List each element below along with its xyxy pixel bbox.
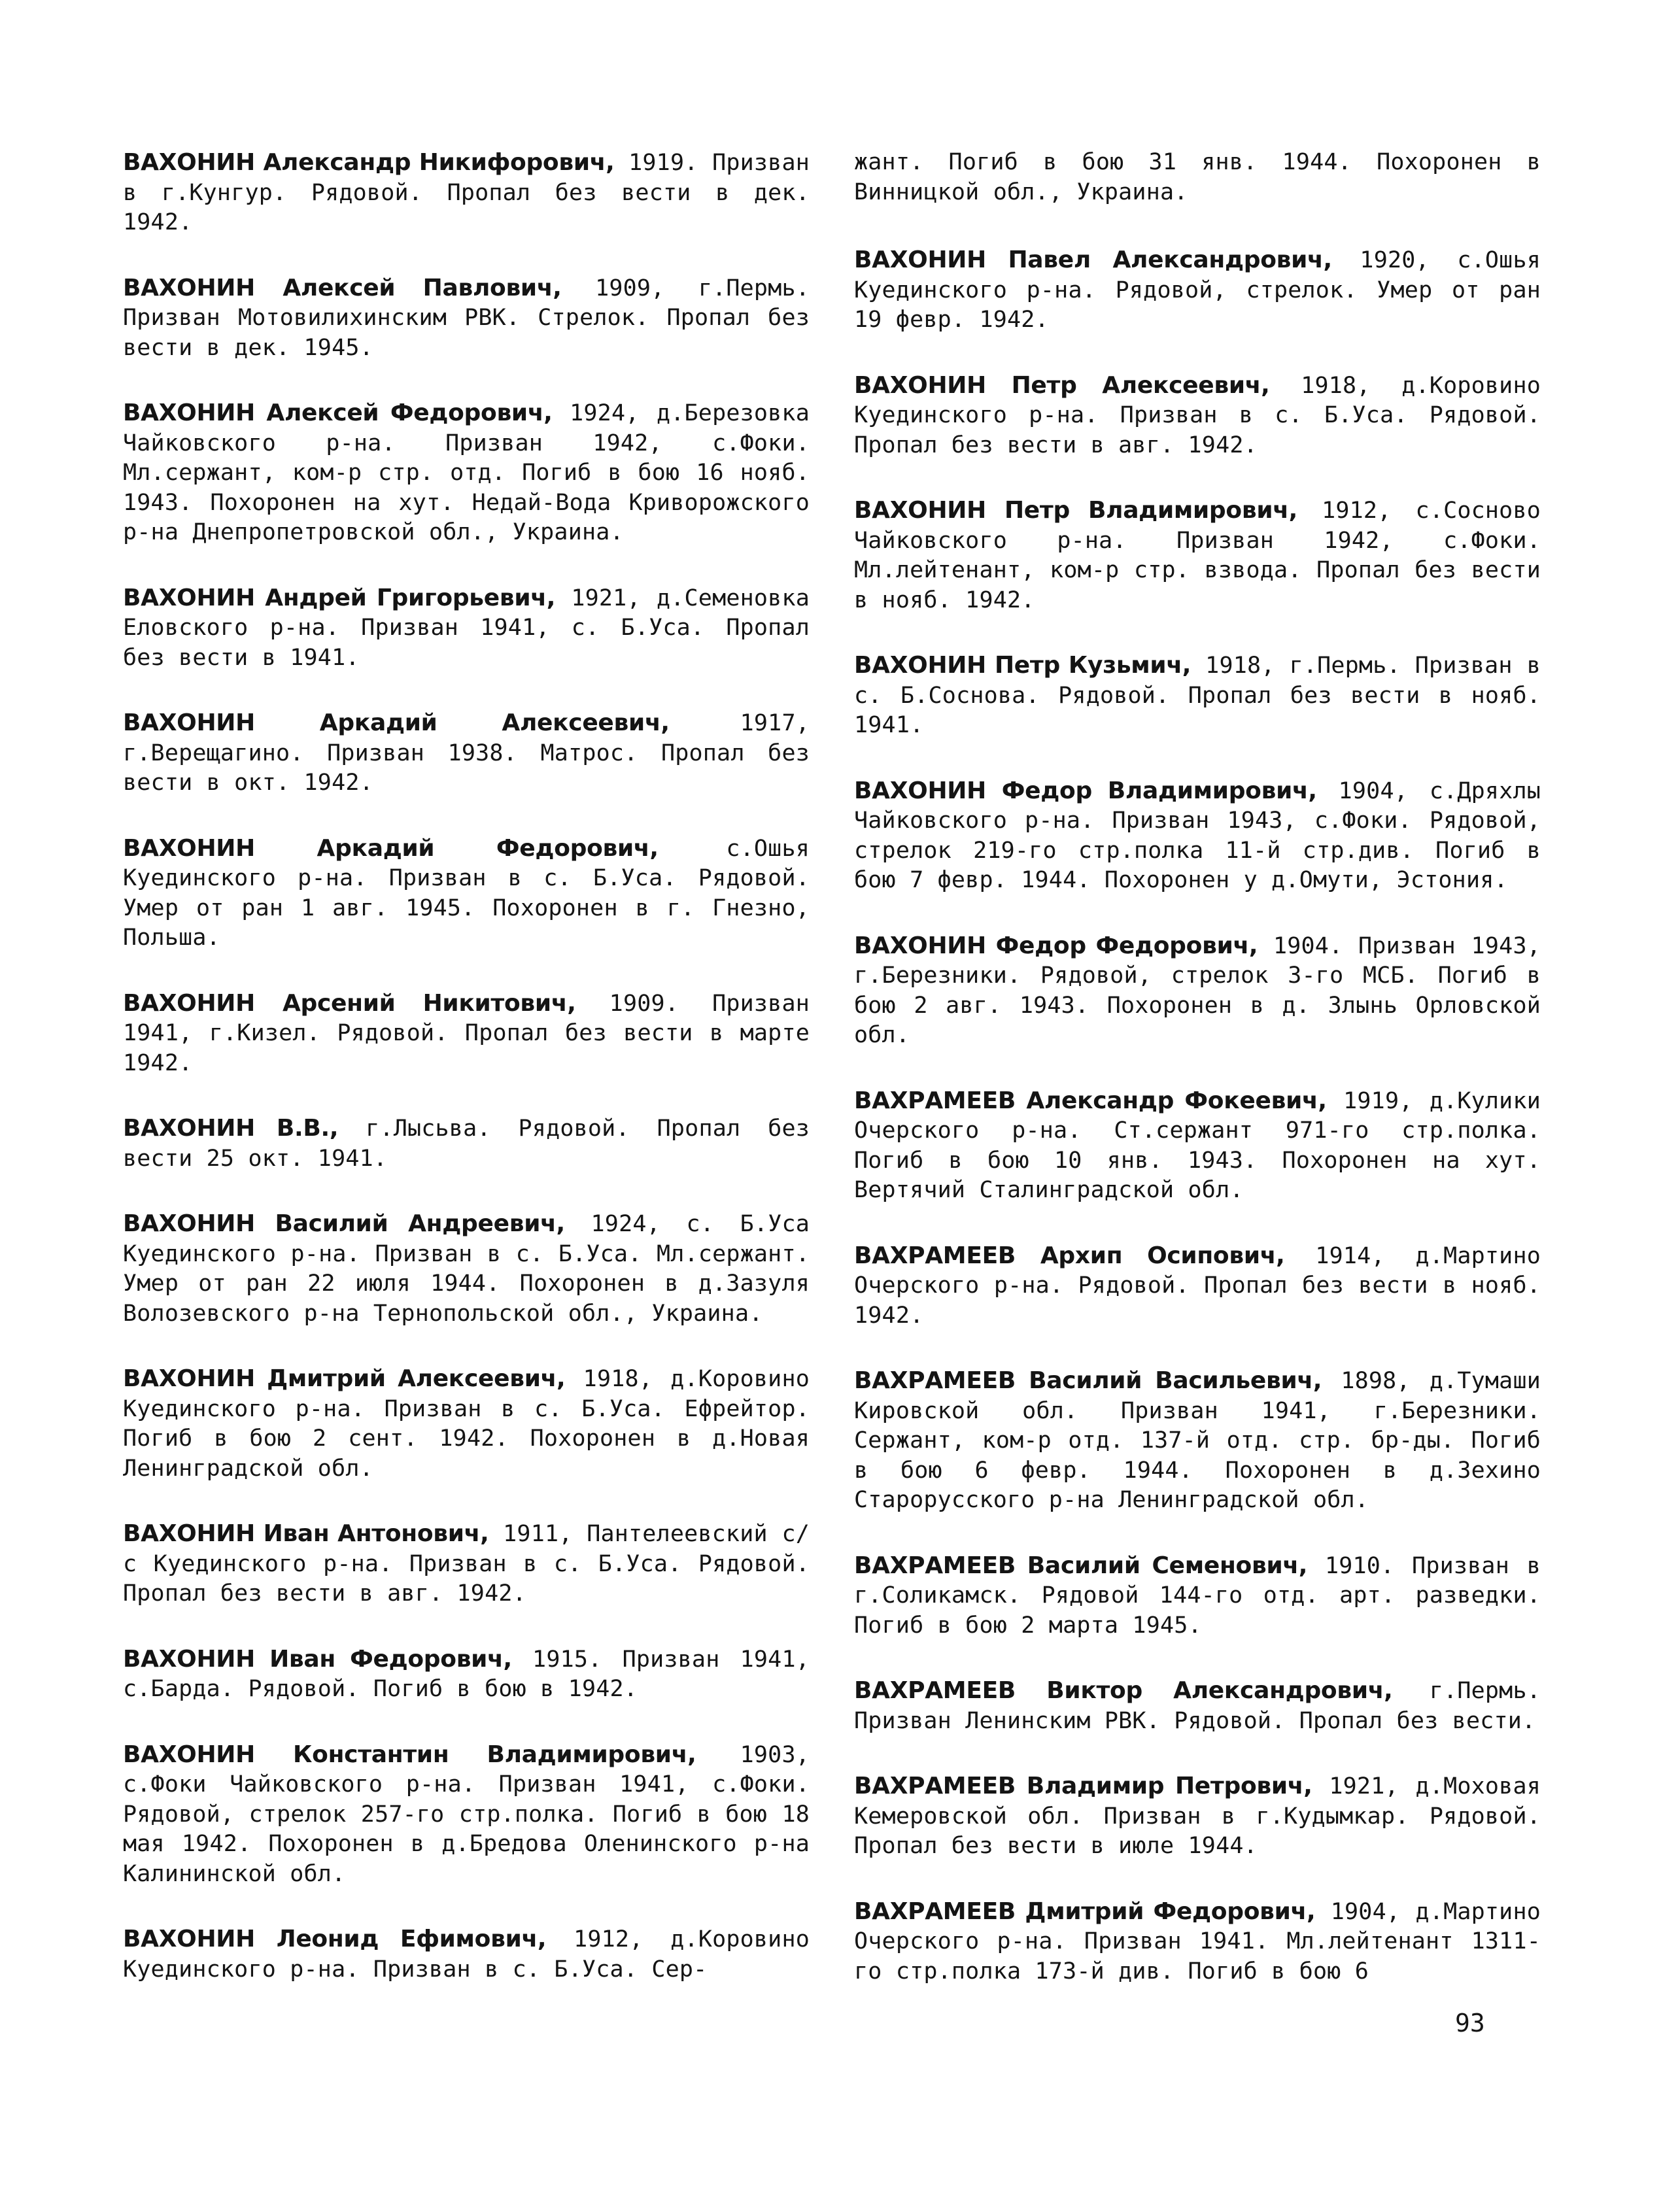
entry-name: ВАХРАМЕЕВ Виктор Александрович, bbox=[854, 1677, 1393, 1704]
memorial-entry bbox=[123, 398, 810, 548]
entry-text: 1921, д.Семеновка Еловского р-на. Призван 1941, с. Б.Уса. Пропал без вести в 1941. bbox=[123, 585, 810, 671]
memorial-entry bbox=[854, 1551, 1541, 1641]
entry-name: ВАХОНИН Александр Никифорович, bbox=[123, 149, 615, 176]
memorial-entry bbox=[854, 148, 1541, 207]
entry-text: 1921, д.Моховая Кемеровской обл. Призван в г.Кудымкар. Рядовой. Пропал без вести в июле 1944. bbox=[854, 1773, 1541, 1859]
memorial-entry bbox=[854, 245, 1541, 335]
page-number: 93 bbox=[1455, 2009, 1485, 2037]
entry-text: 1909, г.Пермь. Призван Мотовилихинским РВК. Стрелок. Пропал без вести в дек. 1945. bbox=[123, 275, 810, 361]
entry-text: 1904, д.Мартино Очерского р-на. Призван 1941. Мл.лейтенант 1311-го стр.полка 173-й див. Погиб в бою 6 bbox=[854, 1898, 1541, 1984]
entry-text: 1919, д.Кулики Очерского р-на. Ст.сержант 971-го стр.полка. Погиб в бою 10 янв. 1943. Похоронен на хут. Вертячий Сталинградской обл. bbox=[854, 1087, 1541, 1203]
entry-text: 1898, д.Тумаши Кировской обл. Призван 1941, г.Березники. Сержант, ком-р отд. 137-й отд. стр. бр-ды. Погиб в бою 6 февр. 1944. Похоронен в д.Зехино Старорусского р-на Ленинградской обл. bbox=[854, 1368, 1541, 1513]
entry-text: 1909. Призван 1941, г.Кизел. Рядовой. Пропал без вести в марте 1942. bbox=[123, 990, 810, 1076]
entry-name: ВАХОНИН Андрей Григорьевич, bbox=[123, 584, 556, 611]
entry-text: 1903, с.Фоки Чайковского р-на. Призван 1941, с.Фоки. Рядовой, стрелок 257-го стр.полка. Погиб в бою 18 мая 1942. Похоронен в д.Бредова Оленинского р-на Калининской обл. bbox=[123, 1741, 810, 1887]
memorial-entry bbox=[854, 931, 1541, 1051]
entry-name: ВАХОНИН Василий Андреевич, bbox=[123, 1210, 565, 1237]
memorial-entry bbox=[123, 1644, 810, 1705]
entry-name: ВАХОНИН Алексей Федорович, bbox=[123, 400, 553, 426]
entry-text: 1924, с. Б.Уса Куединского р-на. Призван в с. Б.Уса. Мл.сержант. Умер от ран 22 июля 1944. Похоронен в д.Зазуля Волозевского р-на Тернопольской обл., Украина. bbox=[123, 1211, 810, 1327]
entry-text: 1904, с.Дряхлы Чайковского р-на. Призван 1943, с.Фоки. Рядовой, стрелок 219-го стр.полка 11-й стр.див. Погиб в бою 7 февр. 1944. Похоронен у д.Омути, Эстония. bbox=[854, 777, 1541, 893]
entry-name: ВАХРАМЕЕВ Александр Фокеевич, bbox=[854, 1087, 1327, 1114]
entry-name: ВАХРАМЕЕВ Архип Осипович, bbox=[854, 1242, 1285, 1269]
memorial-entry bbox=[854, 1771, 1541, 1862]
entry-text: 1918, г.Пермь. Призван в с. Б.Соснова. Рядовой. Пропал без вести в нояб. 1941. bbox=[854, 653, 1541, 738]
memorial-entry bbox=[854, 1897, 1541, 1987]
entry-name: ВАХОНИН Арсений Никитович, bbox=[123, 989, 576, 1017]
entry-name: ВАХОНИН Иван Антонович, bbox=[123, 1520, 489, 1547]
memorial-entry bbox=[123, 1364, 810, 1484]
entry-name: ВАХОНИН Павел Александрович, bbox=[854, 247, 1332, 273]
entry-text: 1920, с.Ошья Куединского р-на. Рядовой, стрелок. Умер от ран 19 февр. 1942. bbox=[854, 247, 1541, 333]
entry-name: ВАХОНИН Аркадий Федорович, bbox=[123, 834, 659, 862]
entry-text: 1917, г.Верещагино. Призван 1938. Матрос. Пропал без вести в окт. 1942. bbox=[123, 710, 810, 796]
memorial-entry bbox=[854, 1366, 1541, 1516]
memorial-entry bbox=[123, 1519, 810, 1609]
memorial-entry bbox=[854, 371, 1541, 461]
entry-text: 1918, д.Коровино Куединского р-на. Призван в с. Б.Уса. Ефрейтор. Погиб в бою 2 сент. 1942. Похоронен в д.Новая Ленинградской обл. bbox=[123, 1366, 810, 1482]
entry-text: 1912, с.Сосново Чайковского р-на. Призван 1942, с.Фоки. Мл.лейтенант, ком-р стр. взвода. Пропал без вести в нояб. 1942. bbox=[854, 498, 1541, 613]
entry-text: 1915. Призван 1941, с.Барда. Рядовой. Погиб в бою в 1942. bbox=[123, 1646, 810, 1702]
entry-text: 1910. Призван в г.Соликамск. Рядовой 144-го отд. арт. разведки. Погиб в бою 2 марта 1945. bbox=[854, 1552, 1541, 1639]
entry-name: ВАХРАМЕЕВ Владимир Петрович, bbox=[854, 1773, 1312, 1799]
entry-name: ВАХОНИН Алексей Павлович, bbox=[123, 274, 562, 301]
memorial-entry bbox=[123, 273, 810, 364]
entry-name: ВАХОНИН В.В., bbox=[123, 1115, 339, 1142]
entry-name: ВАХОНИН Петр Алексеевич, bbox=[854, 371, 1270, 399]
memorial-entry bbox=[123, 1740, 810, 1890]
memorial-entry bbox=[854, 1086, 1541, 1206]
entry-text: жант. Погиб в бою 31 янв. 1944. Похоронен в Винницкой обл., Украина. bbox=[854, 149, 1541, 205]
right-column bbox=[854, 148, 1541, 2022]
entry-text: 1911, Пантелеевский с/с Куединского р-на. Призван в с. Б.Уса. Рядовой. Пропал без вести в авг. 1942. bbox=[123, 1521, 810, 1607]
entry-name: ВАХОНИН Константин Владимирович, bbox=[123, 1741, 696, 1768]
memorial-entry bbox=[123, 1114, 810, 1174]
memorial-entry bbox=[123, 834, 810, 953]
entry-name: ВАХОНИН Федор Федорович, bbox=[854, 932, 1258, 959]
entry-text: г.Пермь. Призван Ленинским РВК. Рядовой. Пропал без вести. bbox=[854, 1678, 1541, 1734]
entry-text: 1914, д.Мартино Очерского р-на. Рядовой. Пропал без вести в нояб. 1942. bbox=[854, 1242, 1541, 1329]
memorial-entry bbox=[854, 651, 1541, 741]
entry-text: 1924, д.Березовка Чайковского р-на. Призван 1942, с.Фоки. Мл.сержант, ком-р стр. отд. Погиб в бою 16 нояб. 1943. Похоронен на хут. Недай-Вода Криворожского р-на Днепропетровской обл., Украина. bbox=[123, 400, 810, 545]
memorial-entry bbox=[854, 1241, 1541, 1331]
memorial-entry bbox=[854, 496, 1541, 615]
entry-text: 1912, д.Коровино Куединского р-на. Призван в с. Б.Уса. Сер- bbox=[123, 1926, 810, 1983]
entry-text: 1904. Призван 1943, г.Березники. Рядовой, стрелок 3-го МСБ. Погиб в бою 2 авг. 1943. Похоронен в д. Злынь Орловской обл. bbox=[854, 932, 1541, 1048]
entry-text: с.Ошья Куединского р-на. Призван в с. Б.Уса. Рядовой. Умер от ран 1 авг. 1945. Похоронен в г. Гнезно, Польша. bbox=[123, 835, 810, 951]
entry-name: ВАХОНИН Леонид Ефимович, bbox=[123, 1926, 547, 1952]
entry-name: ВАХОНИН Дмитрий Алексеевич, bbox=[123, 1365, 566, 1392]
memorial-entry bbox=[123, 708, 810, 798]
entry-name: ВАХРАМЕЕВ Дмитрий Федорович, bbox=[854, 1898, 1316, 1925]
memorial-entry bbox=[854, 1676, 1541, 1736]
entry-text: 1919. Призван в г.Кунгур. Рядовой. Пропал без вести в дек. 1942. bbox=[123, 150, 810, 235]
entry-text: г.Лысьва. Рядовой. Пропал без вести 25 окт. 1941. bbox=[123, 1116, 810, 1172]
entry-name: ВАХОНИН Иван Федорович, bbox=[123, 1645, 512, 1673]
entry-text: 1918, д.Коровино Куединского р-на. Призван в с. Б.Уса. Рядовой. Пропал без вести в авг. 1942. bbox=[854, 372, 1541, 458]
entry-name: ВАХОНИН Аркадий Алексеевич, bbox=[123, 709, 670, 736]
memorial-entry bbox=[123, 1924, 810, 1984]
entry-name: ВАХРАМЕЕВ Василий Семенович, bbox=[854, 1552, 1308, 1579]
memorial-entry bbox=[123, 148, 810, 238]
memorial-entry bbox=[123, 583, 810, 673]
entry-name: ВАХОНИН Петр Кузьмич, bbox=[854, 652, 1191, 679]
entry-name: ВАХРАМЕЕВ Василий Васильевич, bbox=[854, 1367, 1322, 1394]
memorial-entry bbox=[123, 989, 810, 1079]
entry-name: ВАХОНИН Петр Владимирович, bbox=[854, 497, 1298, 524]
memorial-entry bbox=[123, 1209, 810, 1329]
entry-name: ВАХОНИН Федор Владимирович, bbox=[854, 777, 1317, 804]
memorial-entry bbox=[854, 776, 1541, 896]
left-column bbox=[123, 148, 810, 2020]
